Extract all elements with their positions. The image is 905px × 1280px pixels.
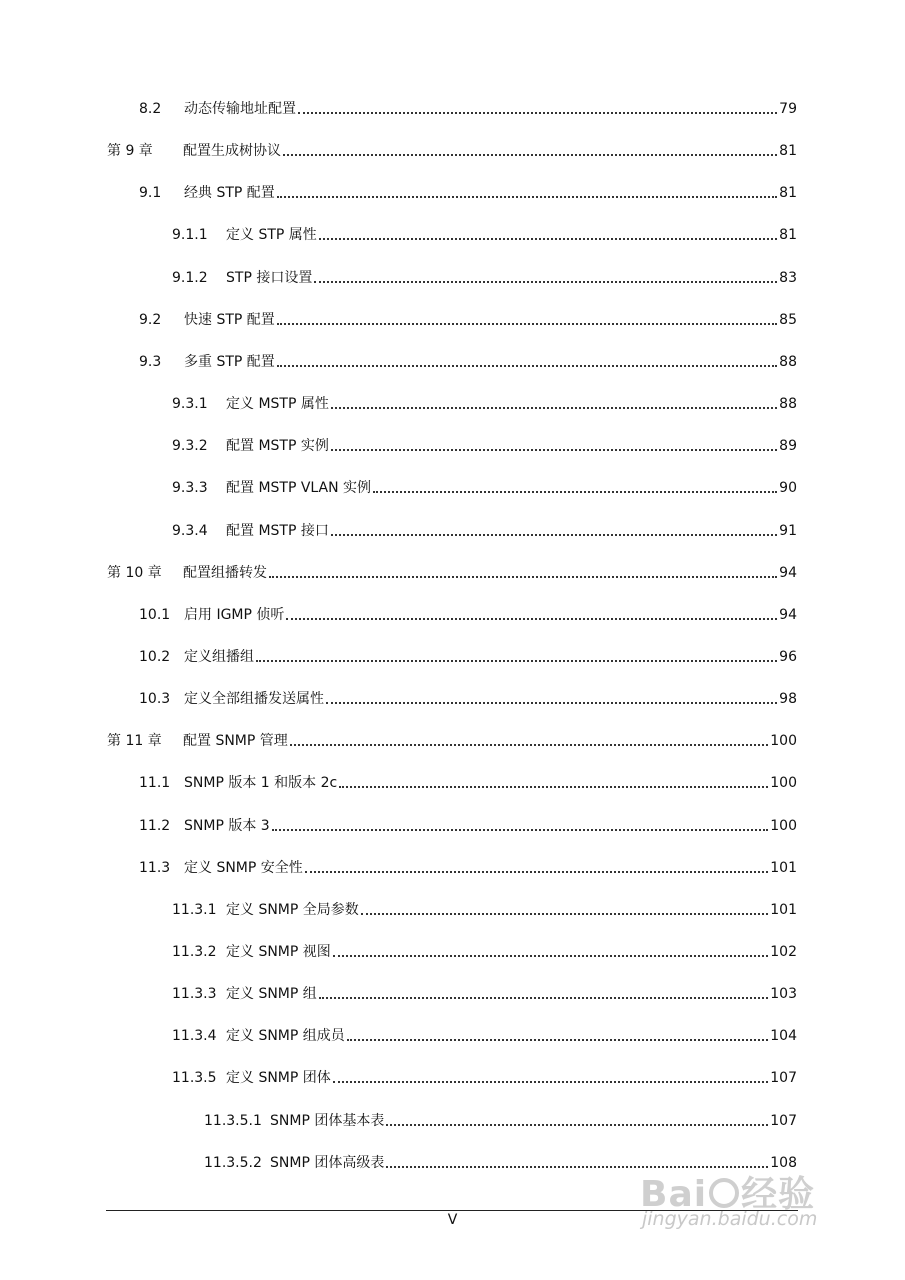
toc-entry-page: 101 (770, 901, 797, 918)
toc-entry-page: 96 (779, 648, 797, 665)
toc-entry-title: 配置 SNMP 管理 (183, 733, 288, 750)
toc-entry[interactable] (172, 939, 797, 961)
toc-entry-title: 配置组播转发 (183, 564, 267, 581)
toc-entry-number: 第 11 章 (107, 733, 162, 750)
toc-entry[interactable] (107, 560, 797, 582)
toc-entry-number: 11.3.5.2 (204, 1154, 262, 1171)
toc-entry-number: 11.3.3 (172, 986, 217, 1003)
toc-entry-page: 107 (770, 1112, 797, 1129)
toc-entry-title: 配置 MSTP VLAN 实例 (226, 480, 372, 497)
toc-entry[interactable] (139, 307, 797, 329)
toc-dot-leader (272, 829, 769, 831)
toc-dot-leader (347, 1039, 768, 1041)
toc-entry-number: 9.1 (139, 185, 162, 202)
watermark-url: jingyan.baidu.com (642, 1208, 818, 1230)
toc-dot-leader (298, 112, 777, 114)
toc-entry-page: 81 (779, 143, 797, 160)
toc-dot-leader (331, 407, 777, 409)
toc-entry[interactable] (107, 138, 797, 160)
toc-entry[interactable] (172, 265, 797, 287)
toc-entry-number: 10.3 (139, 691, 171, 708)
toc-entry-page: 91 (779, 522, 797, 539)
toc-entry-title: 定义 MSTP 属性 (226, 396, 329, 413)
toc-entry[interactable] (139, 770, 797, 792)
toc-entry-number: 9.1.1 (172, 227, 208, 244)
toc-entry[interactable] (139, 96, 797, 118)
toc-entry[interactable] (139, 686, 797, 708)
toc-entry[interactable] (139, 855, 797, 877)
paw-icon (709, 1178, 739, 1208)
toc-entry-title: 定义 SNMP 组成员 (226, 1028, 345, 1045)
toc-dot-leader (326, 702, 777, 704)
toc-entry-title: 配置 MSTP 实例 (226, 438, 329, 455)
toc-entry-page: 83 (779, 269, 797, 286)
toc-entry-title: 配置生成树协议 (183, 143, 281, 160)
footer-page-number: V (447, 1212, 458, 1228)
toc-dot-leader (286, 618, 777, 620)
toc-entry-number: 10.1 (139, 606, 171, 623)
toc-entry-title: SNMP 版本 1 和版本 2c (184, 775, 338, 792)
toc-entry[interactable] (172, 222, 797, 244)
toc-dot-leader (277, 365, 777, 367)
toc-entry-number: 9.3.3 (172, 480, 208, 497)
toc-entry-page: 88 (779, 396, 797, 413)
toc-entry-page: 88 (779, 353, 797, 370)
toc-entry-number: 第 10 章 (107, 564, 162, 581)
toc-entry-page: 94 (779, 564, 797, 581)
toc-entry-title: 经典 STP 配置 (184, 185, 275, 202)
toc-entry[interactable] (139, 349, 797, 371)
toc-entry-title: 多重 STP 配置 (184, 353, 275, 370)
toc-entry[interactable] (172, 433, 797, 455)
toc-entry-title: 定义 SNMP 安全性 (184, 859, 303, 876)
toc-entry[interactable] (172, 518, 797, 540)
toc-entry-number: 11.3.2 (172, 944, 217, 960)
toc-entry-page: 81 (779, 185, 797, 202)
toc-dot-leader (319, 997, 768, 999)
watermark-logo-prefix: Bai (640, 1174, 708, 1215)
watermark-logo-suffix: 经验 (741, 1174, 816, 1215)
toc-entry-title: SNMP 团体高级表 (270, 1154, 385, 1171)
toc-dot-leader (277, 196, 777, 198)
toc-entry-number: 9.1.2 (172, 269, 208, 286)
toc-entry-title: 动态传输地址配置 (184, 101, 296, 117)
toc-entry-title: 定义 SNMP 视图 (226, 944, 331, 960)
toc-entry-number: 11.3.5.1 (204, 1112, 262, 1129)
toc-entry-title: 定义全部组播发送属性 (184, 691, 324, 708)
toc-entry-page: 90 (779, 480, 797, 497)
toc-dot-leader (331, 449, 777, 451)
toc-entry-title: 启用 IGMP 侦听 (184, 606, 285, 623)
toc-entry[interactable] (172, 1023, 797, 1045)
toc-dot-leader (319, 238, 777, 240)
toc-entry-title: 定义 SNMP 组 (226, 986, 317, 1003)
toc-dot-leader (256, 660, 777, 662)
toc-entry-number: 11.1 (139, 775, 171, 792)
toc-entry-title: SNMP 团体基本表 (270, 1112, 385, 1129)
toc-entry-number: 8.2 (139, 101, 162, 117)
toc-dot-leader (361, 913, 768, 915)
toc-entry-number: 11.3 (139, 859, 171, 876)
toc-entry-title: 定义 SNMP 团体 (226, 1070, 331, 1087)
toc-entry-page: 81 (779, 227, 797, 244)
toc-dot-leader (331, 534, 777, 536)
toc-entry-title: 快速 STP 配置 (184, 311, 275, 328)
toc-entry[interactable] (139, 813, 797, 835)
toc-entry-page: 103 (770, 986, 797, 1003)
toc-entry-page: 85 (779, 311, 797, 328)
toc-entry-page: 107 (770, 1070, 797, 1087)
toc-entry[interactable] (139, 644, 797, 666)
toc-entry-title: 定义 STP 属性 (226, 227, 317, 244)
toc-entry-page: 100 (770, 733, 797, 750)
toc-entry[interactable] (139, 180, 797, 202)
toc-dot-leader (386, 1124, 768, 1126)
toc-entry-number: 9.2 (139, 311, 162, 328)
toc-dot-leader (290, 744, 768, 746)
toc-entry-page: 79 (779, 101, 797, 117)
toc-entry[interactable] (172, 897, 797, 919)
toc-entry-title: 配置 MSTP 接口 (226, 522, 329, 539)
toc-dot-leader (373, 491, 777, 493)
toc-entry-page: 94 (779, 606, 797, 623)
toc-dot-leader (314, 281, 777, 283)
toc-entry-number: 10.2 (139, 648, 171, 665)
toc-entry[interactable] (172, 475, 797, 497)
toc-entry[interactable] (107, 728, 797, 750)
toc-entry[interactable] (172, 391, 797, 413)
toc-dot-leader (333, 1081, 768, 1083)
toc-entry-number: 11.3.5 (172, 1070, 217, 1087)
toc-entry-page: 89 (779, 438, 797, 455)
toc-entry-page: 100 (770, 775, 797, 792)
toc-entry[interactable] (172, 981, 797, 1003)
toc-entry-page: 101 (770, 859, 797, 876)
toc-entry[interactable] (172, 1065, 797, 1087)
toc-dot-leader (339, 786, 768, 788)
toc-entry-number: 9.3.2 (172, 438, 208, 455)
toc-entry-title: SNMP 版本 3 (184, 817, 270, 834)
toc-dot-leader (333, 955, 768, 957)
toc-entry-number: 11.3.4 (172, 1028, 217, 1045)
toc-entry-number: 9.3 (139, 353, 162, 370)
toc-entry-number: 11.2 (139, 817, 171, 834)
toc-dot-leader (277, 323, 777, 325)
baidu-jingyan-watermark (640, 1166, 890, 1266)
toc-entry-page: 108 (770, 1154, 797, 1171)
toc-entry-page: 100 (770, 817, 797, 834)
toc-entry-title: 定义 SNMP 全局参数 (226, 901, 359, 918)
toc-entry-page: 102 (770, 944, 797, 960)
toc-entry-title: 定义组播组 (184, 648, 254, 665)
toc-entry[interactable] (204, 1108, 797, 1130)
toc-entry-number: 9.3.4 (172, 522, 208, 539)
toc-entry-page: 104 (770, 1028, 797, 1045)
toc-entry-title: STP 接口设置 (226, 269, 313, 286)
toc-dot-leader (305, 871, 768, 873)
toc-dot-leader (269, 576, 777, 578)
toc-entry-number: 11.3.1 (172, 901, 217, 918)
toc-entry-page: 98 (779, 691, 797, 708)
toc-entry[interactable] (139, 602, 797, 624)
toc-dot-leader (283, 154, 777, 156)
toc-entry-number: 9.3.1 (172, 396, 208, 413)
toc-entry-number: 第 9 章 (107, 143, 153, 160)
